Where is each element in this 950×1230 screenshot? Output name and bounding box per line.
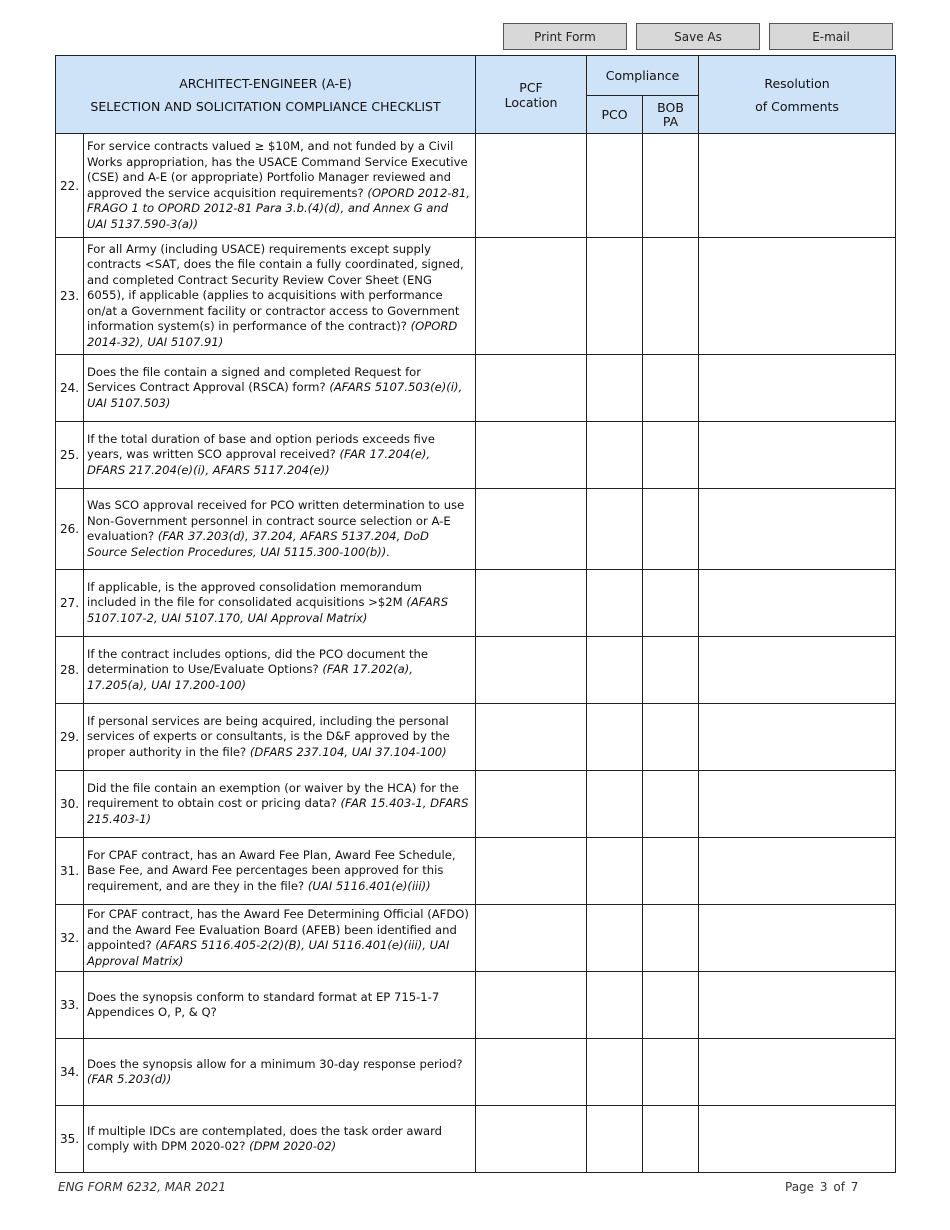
question-reference: (OPORD 2014-32), UAI 5107.91): [87, 319, 458, 349]
page-label: Page: [785, 1180, 815, 1194]
print-form-button[interactable]: Print Form: [503, 23, 627, 50]
form-title-line2: SELECTION AND SOLICITATION COMPLIANCE CHECKLIST: [90, 98, 441, 114]
row-number: 28.: [56, 637, 84, 704]
row-number: 22.: [56, 134, 84, 238]
bob-pa-compliance-field[interactable]: [643, 704, 699, 771]
form-title: [56, 56, 476, 134]
checklist-row: [56, 637, 896, 704]
pcf-location-field[interactable]: [476, 771, 587, 838]
pco-compliance-field[interactable]: [587, 637, 643, 704]
row-number: 26.: [56, 489, 84, 570]
pcf-location-field[interactable]: [476, 355, 587, 422]
bob-pa-compliance-field[interactable]: [643, 422, 699, 489]
pcf-location-field[interactable]: [476, 637, 587, 704]
resolution-header-line1: Resolution: [764, 75, 830, 91]
question-text: Does the file contain a signed and completed Request for Services Contract Approval (RSCA) form?: [87, 364, 422, 395]
pco-compliance-field[interactable]: [587, 422, 643, 489]
bob-pa-compliance-field[interactable]: [643, 1039, 699, 1106]
resolution-comments-field[interactable]: [699, 355, 896, 422]
question-reference: (UAI 5116.401(e)(iii)): [307, 878, 431, 893]
bob-header-line1: BOB: [657, 99, 684, 115]
row-question: [84, 704, 476, 771]
row-question: [84, 771, 476, 838]
form-id: ENG FORM 6232, MAR 2021: [58, 1180, 226, 1194]
checklist-row: [56, 489, 896, 570]
pco-compliance-field[interactable]: [587, 972, 643, 1039]
resolution-comments-field[interactable]: [699, 1106, 896, 1173]
bob-pa-header: [643, 96, 699, 134]
checklist-row: [56, 704, 896, 771]
resolution-comments-field[interactable]: [699, 704, 896, 771]
resolution-header-line2: of Comments: [755, 98, 839, 114]
resolution-comments-field[interactable]: [699, 838, 896, 905]
pcf-header-line1: PCF: [519, 79, 543, 95]
bob-pa-compliance-field[interactable]: [643, 637, 699, 704]
page-total: 7: [850, 1180, 859, 1194]
row-number: 33.: [56, 972, 84, 1039]
resolution-header: [699, 56, 896, 134]
checklist-row: [56, 238, 896, 355]
pcf-location-field[interactable]: [476, 905, 587, 972]
question-reference: (FAR 17.204(e), DFARS 217.204(e)(i), AFARS 5117.204(e)): [87, 447, 431, 477]
row-question: [84, 1039, 476, 1106]
pco-compliance-field[interactable]: [587, 489, 643, 570]
question-text: Does the synopsis allow for a minimum 30-day response period?: [87, 1056, 463, 1071]
pcf-location-field[interactable]: [476, 134, 587, 238]
pcf-location-field[interactable]: [476, 972, 587, 1039]
row-number: 35.: [56, 1106, 84, 1173]
resolution-comments-field[interactable]: [699, 905, 896, 972]
question-reference: (FAR 17.202(a), 17.205(a), UAI 17.200-100): [87, 662, 413, 692]
resolution-comments-field[interactable]: [699, 134, 896, 238]
checklist-row: [56, 972, 896, 1039]
resolution-comments-field[interactable]: [699, 771, 896, 838]
row-question: [84, 905, 476, 972]
pco-compliance-field[interactable]: [587, 771, 643, 838]
bob-pa-compliance-field[interactable]: [643, 570, 699, 637]
question-reference: (AFARS 5107.503(e)(i), UAI 5107.503): [87, 380, 463, 410]
bob-header-line2: PA: [662, 113, 679, 129]
checklist-table: [55, 55, 896, 1173]
checklist-row: [56, 134, 896, 238]
bob-pa-compliance-field[interactable]: [643, 238, 699, 355]
question-text: If applicable, is the approved consolidation memorandum included in the file for consolidated acquisitions >$2M: [87, 579, 422, 610]
question-reference: (DFARS 237.104, UAI 37.104-100): [249, 744, 447, 759]
page-indicator: [785, 1180, 858, 1194]
row-number: 30.: [56, 771, 84, 838]
pco-compliance-field[interactable]: [587, 704, 643, 771]
bob-pa-compliance-field[interactable]: [643, 905, 699, 972]
checklist-row: [56, 355, 896, 422]
row-question: [84, 422, 476, 489]
pcf-location-field[interactable]: [476, 570, 587, 637]
row-number: 34.: [56, 1039, 84, 1106]
resolution-comments-field[interactable]: [699, 489, 896, 570]
row-question: [84, 489, 476, 570]
question-text: For all Army (including USACE) requirements except supply contracts <SAT, does the file contain a fully coordinated, signed, and completed Contract Security Review Cover Sheet (ENG 6055), if applicable (applies to acquisitions with performance on/at a Government facility or contractor access to Government information system(s) in performance of the contract)?: [87, 241, 464, 334]
compliance-header: Compliance: [587, 56, 699, 96]
resolution-comments-field[interactable]: [699, 637, 896, 704]
question-reference: (DPM 2020-02): [249, 1139, 337, 1153]
bob-pa-compliance-field[interactable]: [643, 489, 699, 570]
resolution-comments-field[interactable]: [699, 422, 896, 489]
question-text: For CPAF contract, has the Award Fee Determining Official (AFDO) and the Award Fee Evaluation Board (AFEB) been identified and appointed?: [87, 907, 469, 952]
pcf-location-field[interactable]: [476, 1039, 587, 1106]
row-number: 32.: [56, 905, 84, 972]
resolution-comments-field[interactable]: [699, 972, 896, 1039]
bob-pa-compliance-field[interactable]: [643, 1106, 699, 1173]
bob-pa-compliance-field[interactable]: [643, 972, 699, 1039]
pcf-header-line2: Location: [504, 94, 558, 110]
question-text: Did the file contain an exemption (or waiver by the HCA) for the requirement to obtain cost or pricing data?: [87, 780, 459, 811]
pcf-location-field[interactable]: [476, 238, 587, 355]
resolution-comments-field[interactable]: [699, 1039, 896, 1106]
question-text: Was SCO approval received for PCO written determination to use Non-Government personnel in contract source selection or A-E evaluation?: [87, 498, 465, 543]
checklist-row: [56, 570, 896, 637]
of-label: of: [833, 1180, 845, 1194]
pco-compliance-field[interactable]: [587, 134, 643, 238]
checklist-row: [56, 422, 896, 489]
question-text: If personal services are being acquired, including the personal services of experts or consultants, is the D&F approved by the proper authority in the file?: [87, 713, 450, 759]
save-as-button[interactable]: Save As: [636, 23, 760, 50]
row-question: [84, 838, 476, 905]
row-question: [84, 134, 476, 238]
question-text: For CPAF contract, has an Award Fee Plan, Award Fee Schedule, Base Fee, and Award Fee percentages been approved for this requirement, and are they in the file?: [87, 847, 456, 893]
row-question: [84, 637, 476, 704]
pcf-location-field[interactable]: [476, 1106, 587, 1173]
row-number: 27.: [56, 570, 84, 637]
row-number: 23.: [56, 238, 84, 355]
pcf-location-field[interactable]: [476, 422, 587, 489]
row-question: [84, 972, 476, 1039]
pco-compliance-field[interactable]: [587, 905, 643, 972]
question-text: If the contract includes options, did the PCO document the determination to Use/Evaluate Options?: [87, 646, 428, 677]
page-number: 3: [819, 1180, 828, 1194]
bob-pa-compliance-field[interactable]: [643, 838, 699, 905]
question-text: Does the synopsis conform to standard format at EP 715-1-7 Appendices O, P, & Q?: [87, 989, 440, 1019]
email-button[interactable]: E-mail: [769, 23, 893, 50]
question-reference: (OPORD 2012-81, FRAGO 1 to OPORD 2012-81 Para 3.b.(4)(d), and Annex G and UAI 5137.590-3(a)): [87, 185, 470, 231]
resolution-comments-field[interactable]: [699, 238, 896, 355]
resolution-comments-field[interactable]: [699, 570, 896, 637]
row-question: [84, 238, 476, 355]
bob-pa-compliance-field[interactable]: [643, 134, 699, 238]
row-number: 25.: [56, 422, 84, 489]
row-question: [84, 570, 476, 637]
row-number: 31.: [56, 838, 84, 905]
pcf-location-field[interactable]: [476, 704, 587, 771]
pco-compliance-field[interactable]: [587, 838, 643, 905]
pcf-location-header: [476, 56, 587, 134]
form-title-line1: ARCHITECT-ENGINEER (A-E): [179, 75, 352, 91]
pco-header: PCO: [587, 96, 643, 134]
question-reference: (FAR 37.203(d), 37.204, AFARS 5137.204, DoD Source Selection Procedures, UAI 5115.300-100(b)).: [87, 529, 429, 559]
pcf-location-field[interactable]: [476, 838, 587, 905]
checklist-row: [56, 905, 896, 972]
bob-pa-compliance-field[interactable]: [643, 355, 699, 422]
checklist-row: [56, 1039, 896, 1106]
question-reference: (AFARS 5107.107-2, UAI 5107.170, UAI Approval Matrix): [87, 595, 449, 625]
row-question: [84, 1106, 476, 1173]
pco-compliance-field[interactable]: [587, 355, 643, 422]
bob-pa-compliance-field[interactable]: [643, 771, 699, 838]
question-reference: (AFARS 5116.405-2(2)(B), UAI 5116.401(e)(iii), UAI Approval Matrix): [87, 938, 450, 968]
checklist-row: [56, 771, 896, 838]
pco-compliance-field[interactable]: [587, 238, 643, 355]
row-number: 29.: [56, 704, 84, 771]
checklist-row: [56, 1106, 896, 1173]
question-reference: (FAR 15.403-1, DFARS 215.403-1): [87, 796, 469, 826]
row-question: [84, 355, 476, 422]
question-text: If the total duration of base and option periods exceeds five years, was written SCO approval received?: [87, 431, 435, 462]
pco-compliance-field[interactable]: [587, 570, 643, 637]
question-reference: (FAR 5.203(d)): [87, 1072, 172, 1086]
question-text: For service contracts valued ≥ $10M, and not funded by a Civil Works appropriation, has the USACE Command Service Executive (CSE) and A-E (or appropriate) Portfolio Manager reviewed and approved the service acquisition requirements?: [87, 139, 468, 200]
pco-compliance-field[interactable]: [587, 1106, 643, 1173]
question-text: If multiple IDCs are contemplated, does the task order award comply with DPM 2020-02?: [87, 1123, 443, 1153]
row-number: 24.: [56, 355, 84, 422]
checklist-row: [56, 838, 896, 905]
pco-compliance-field[interactable]: [587, 1039, 643, 1106]
pcf-location-field[interactable]: [476, 489, 587, 570]
